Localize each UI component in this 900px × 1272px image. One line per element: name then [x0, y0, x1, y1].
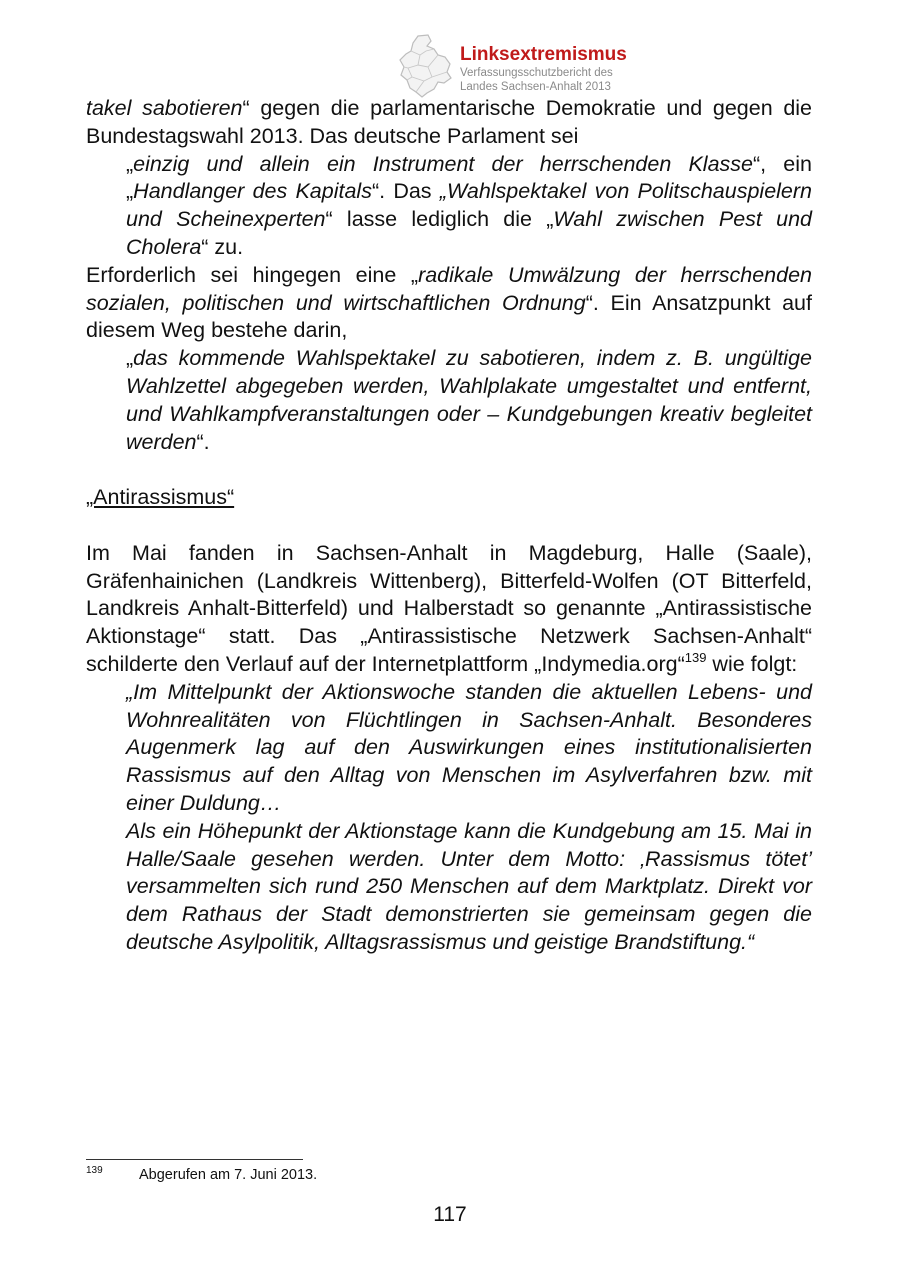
- italic-phrase: radikale Umwälzung der herrschenden sozialen, politischen und wirtschaftlichen Ordnung: [86, 262, 812, 315]
- text-run: Im Mai fanden in Sachsen-Anhalt in Magdeburg, Halle (Saale), Gräfenhainichen (Landkreis Wittenberg), Bitterfeld-Wolfen (OT Bitterfeld, Landkreis Anhalt-Bitterfeld) und Halberstadt so genannte „Antirassistische Aktionstage“ statt. Das „Antirassistische Netzwerk Sachsen-Anhalt“ schilderte den Verlauf auf der Internetplattform „Indymedia.org“: [86, 540, 812, 676]
- spacer: [86, 456, 812, 484]
- main-text: [86, 95, 812, 957]
- spacer: [86, 512, 812, 540]
- italic-phrase: takel sabotieren: [86, 96, 243, 120]
- text-run: “, ein „: [126, 151, 812, 204]
- text-run: “.: [196, 429, 210, 454]
- text-run: “. Das: [371, 179, 440, 204]
- text-run: „: [126, 151, 134, 176]
- quote-aktionswoche: „Im Mittelpunkt der Aktionswoche standen die aktuellen Lebens- und Wohnrealitäten von Flüchtlingen in Sachsen-Anhalt. Besonderes Augenmerk lag auf den Auswirkungen eines institutionalisierten Rassismus auf den Alltag von Menschen im Asylverfahren bzw. mit einer Duldung…: [126, 679, 812, 815]
- saxony-anhalt-map-icon: [398, 33, 454, 99]
- quote-parlament: [126, 151, 812, 262]
- footnote-number: 139: [86, 1165, 103, 1176]
- italic-phrase: einzig und allein ein Instrument der herrschenden Klasse: [133, 151, 753, 176]
- paragraph-umwaelzung: [86, 262, 812, 345]
- page-number: 117: [433, 1203, 467, 1226]
- header-subtitle-line2: Landes Sachsen-Anhalt 2013: [460, 81, 611, 93]
- footnote-reference[interactable]: 139: [684, 649, 707, 665]
- header-title: Linksextremismus: [460, 44, 627, 65]
- text-run: “ lasse lediglich die „: [325, 207, 554, 232]
- section-heading: „Antirassismus“: [86, 485, 235, 510]
- text-run: „: [126, 346, 134, 371]
- footnote-text: Abgerufen am 7. Juni 2013.: [139, 1167, 318, 1183]
- text-run: wie folgt:: [706, 651, 798, 676]
- italic-phrase: das kommende Wahlspektakel zu sabotieren, indem z. B. ungültige Wahlzettel abgegeben werden, Wahlplakate umgestaltet und entfernt, und Wahlkampfveranstaltungen oder – Kundgebungen kreativ begleitet werden: [126, 346, 812, 454]
- text-run: “ zu.: [201, 234, 244, 259]
- text-run: “ gegen die parlamentarische Demokratie und gegen die Bundestagswahl 2013. Das deutsche Parlament sei: [86, 96, 813, 148]
- paragraph-aktionstage: [86, 540, 812, 679]
- quote-wahlspektakel: [126, 345, 812, 456]
- footnote-separator: [86, 1159, 303, 1160]
- page-header: [398, 30, 658, 100]
- text-run: Erforderlich sei hingegen eine „: [86, 262, 419, 287]
- header-subtitle-line1: Verfassungsschutzbericht des: [460, 67, 613, 79]
- quote-kundgebung: Als ein Höhepunkt der Aktionstage kann die Kundgebung am 15. Mai in Halle/Saale gesehen werden. Unter dem Motto: ‚Rassismus tötet’ versammelten sich rund 250 Menschen auf dem Marktplatz. Direkt vor dem Rathaus der Stadt demonstrierten sie gemeinsam gegen die deutsche Asylpolitik, Alltagsrassismus und geistige Brandstiftung.“: [126, 818, 812, 954]
- italic-phrase: „Wahlspektakel von Politschauspielern und Scheinexperten: [126, 179, 812, 232]
- text-run: “. Ein Ansatzpunkt auf diesem Weg bestehe darin,: [86, 290, 812, 343]
- italic-phrase: Wahl zwischen Pest und Cholera: [126, 207, 812, 259]
- italic-phrase: Handlanger des Kapitals: [133, 179, 372, 204]
- paragraph-bundestagswahl: [86, 95, 812, 151]
